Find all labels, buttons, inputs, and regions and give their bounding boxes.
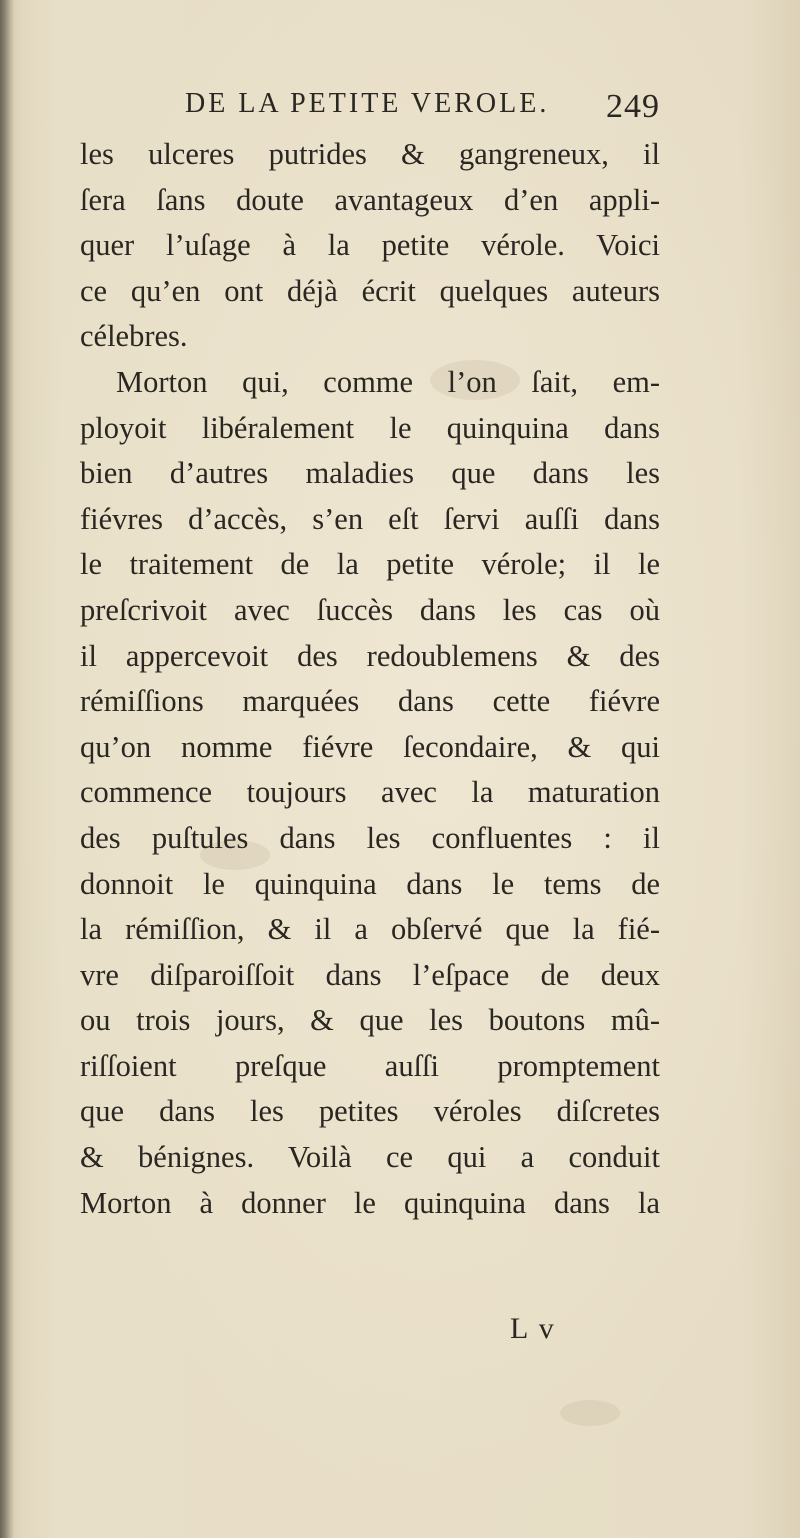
text-line: célebres. xyxy=(80,319,188,354)
text-line: fiévres d’accès, s’en eſt ſervi auſſi dans xyxy=(80,501,660,536)
running-title: DE LA PETITE VEROLE. xyxy=(185,88,550,119)
text-line: Morton qui, comme l’on ſait, em- xyxy=(116,364,660,399)
catchword: L v xyxy=(510,1312,556,1345)
running-header xyxy=(185,88,660,128)
text-line: rémiſſions marquées dans cette fiévre xyxy=(80,684,660,719)
text-line: riſſoient preſque auſſi promptement xyxy=(80,1048,660,1083)
text-line: que dans les petites véroles diſcretes xyxy=(80,1094,660,1129)
text-line: ployoit libéralement le quinquina dans xyxy=(80,410,660,445)
text-line: donnoit le quinquina dans le tems de xyxy=(80,866,660,901)
text-line: ſera ſans doute avantageux d’en appli- xyxy=(80,182,660,217)
text-line: Morton à donner le quinquina dans la xyxy=(80,1185,660,1220)
text-line: les ulceres putrides & gangreneux, il xyxy=(80,137,660,171)
page-number: 249 xyxy=(606,88,660,125)
text-line: commence toujours avec la maturation xyxy=(80,775,660,810)
text-line: il appercevoit des redoublemens & des xyxy=(80,638,660,673)
text-line: bien d’autres maladies que dans les xyxy=(80,456,660,491)
text-line: le traitement de la petite vérole; il le xyxy=(80,547,660,582)
text-line: la rémiſſion, & il a obſervé que la fié- xyxy=(80,912,660,947)
paper-stain xyxy=(560,1400,620,1426)
body-text xyxy=(80,132,660,1226)
text-line: & bénignes. Voilà ce qui a conduit xyxy=(80,1140,660,1175)
text-line: qu’on nomme fiévre ſecondaire, & qui xyxy=(80,729,660,764)
text-line: ou trois jours, & que les boutons mû- xyxy=(80,1003,660,1038)
text-line: quer l’uſage à la petite vérole. Voici xyxy=(80,228,660,263)
text-line: preſcrivoit avec ſuccès dans les cas où xyxy=(80,592,660,627)
text-line: des puſtules dans les confluentes : il xyxy=(80,820,660,855)
text-line: ce qu’en ont déjà écrit quelques auteurs xyxy=(80,273,660,308)
text-line: vre diſparoiſſoit dans l’eſpace de deux xyxy=(80,957,660,992)
binding-edge xyxy=(0,0,14,1538)
